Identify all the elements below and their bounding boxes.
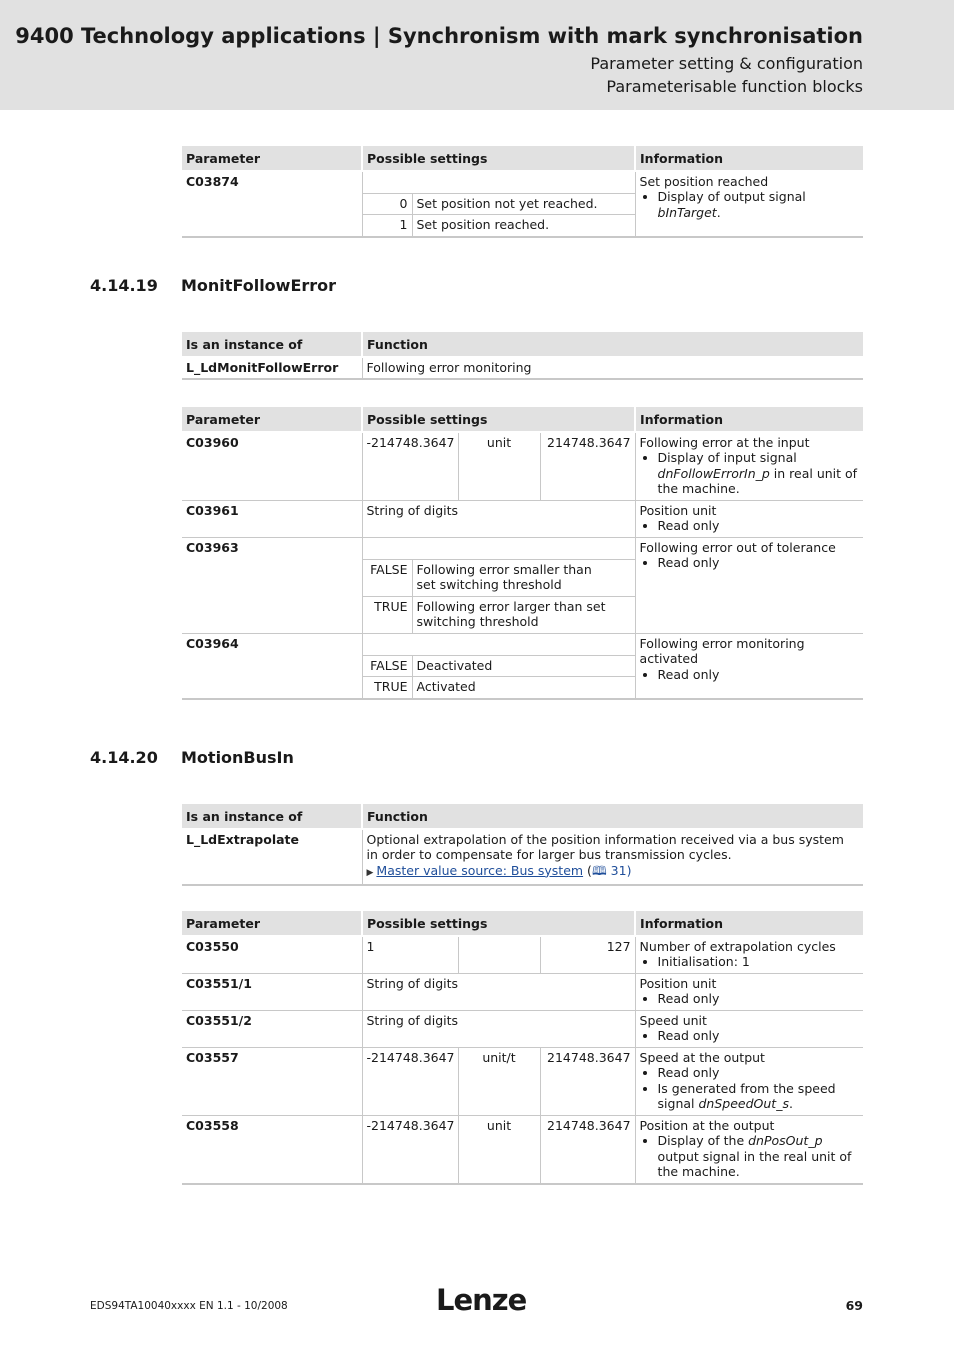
table-row — [182, 171, 863, 194]
table-row: TRUE Activated — [182, 677, 863, 699]
table-row: C03960 -214748.3647 unit 214748.3647 Following error at the input • Display of input signal dnFollowErrorIn_p in real unit of the machine. — [182, 432, 863, 501]
table-row: C03551/2 String of digits Speed unit • Read only — [182, 1010, 863, 1047]
table-row: C03557 -214748.3647 unit/t 214748.3647 Speed at the output • Read only • Is generated from the speed signal dnSpeedOut_s. — [182, 1047, 863, 1115]
table-row: C03961 String of digits Position unit • Read only — [182, 500, 863, 537]
page-number: 69 — [845, 1298, 863, 1313]
instance-table-monitfollowerror: Is an instance of Function L_LdMonitFollowError Following error monitoring — [182, 332, 863, 380]
book-icon: 🕮 — [591, 862, 607, 878]
param-code: C03874 — [182, 171, 362, 237]
instance-table-motionbusin: Is an instance of Function L_LdExtrapolate Optional extrapolation of the position information received via a bus system in order to compensate for larger bus transmission cycles. ▶ Master value source: Bus system (🕮 31) — [182, 804, 863, 886]
table-row: C03964 Following error monitoring activated • Read only — [182, 633, 863, 655]
col-possible-settings: Possible settings — [362, 146, 635, 171]
page-title: 9400 Technology applications | Synchronism with mark synchronisation — [15, 24, 863, 48]
page-subtitle-chapter: Parameterisable function blocks — [606, 77, 863, 96]
table-row: 1 Set position reached. — [182, 215, 863, 237]
table-row: L_LdMonitFollowError Following error monitoring — [182, 357, 863, 380]
page-subtitle-section: Parameter setting & configuration — [590, 54, 863, 73]
table-row: C03558 -214748.3647 unit 214748.3647 Position at the output • Display of the dnPosOut_p output signal in the real unit of the machine. — [182, 1115, 863, 1184]
table-row: L_LdExtrapolate Optional extrapolation of the position information received via a bus system in order to compensate for larger bus transmission cycles. ▶ Master value source: Bus system (🕮 31) — [182, 829, 863, 886]
table-row: FALSE Deactivated — [182, 655, 863, 677]
table-row: C03551/1 String of digits Position unit • Read only — [182, 973, 863, 1010]
param-info: Set position reached • Display of output signal bInTarget. — [635, 171, 863, 237]
parameter-table-motionbusin: Parameter Possible settings Information C03550 1 127 Number of extrapolation cycles • Initialisation: 1 C03551/1 String of digits Position unit • Read only C03551/2 String of digits Speed unit • Read only C03557 -214748.3647 unit/t 214748.3647 Speed at the output • Read only • Is generated from the speed signal dnSpeedOut_s. C03558 -214748.3647 unit 214748.3647 Position at the output • Display of the dnPosOut_p output signal in the real unit of the machine. — [182, 911, 863, 1185]
table-row: C03550 1 127 Number of extrapolation cycles • Initialisation: 1 — [182, 936, 863, 974]
table-row: 0 Set position not yet reached. — [182, 193, 863, 215]
col-information: Information — [635, 146, 863, 171]
footer-document-id: EDS94TA10040xxxx EN 1.1 - 10/2008 — [90, 1300, 288, 1312]
section-heading-monitfollowerror: 4.14.19 MonitFollowError — [90, 276, 337, 295]
table-row: FALSE Following error smaller than set switching threshold — [182, 559, 863, 596]
master-value-source-link[interactable]: Master value source: Bus system — [376, 862, 584, 878]
parameter-table-monitfollowerror: Parameter Possible settings Information C03960 -214748.3647 unit 214748.3647 Following error at the input • Display of input signal dnFollowErrorIn_p in real unit of the machine. C03961 String of digits Position unit • Read only C03963 Following error out of tolerance • Read only FALSE Following error smaller than set switching threshold TRUE Following error larger than set switching threshold C03964 Following error monitoring activated • Read only FALSE Deactivated TRUE Activated — [182, 407, 863, 700]
triangle-right-icon: ▶ — [366, 867, 374, 878]
table-row: TRUE Following error larger than set switching threshold — [182, 596, 863, 633]
col-parameter: Parameter — [182, 146, 362, 171]
section-heading-motionbusin: 4.14.20 MotionBusIn — [90, 748, 294, 767]
parameter-table-c03874 — [182, 146, 863, 238]
table-row: C03963 Following error out of tolerance • Read only — [182, 537, 863, 559]
lenze-logo: Lenze — [436, 1283, 527, 1317]
page-header — [0, 0, 954, 110]
